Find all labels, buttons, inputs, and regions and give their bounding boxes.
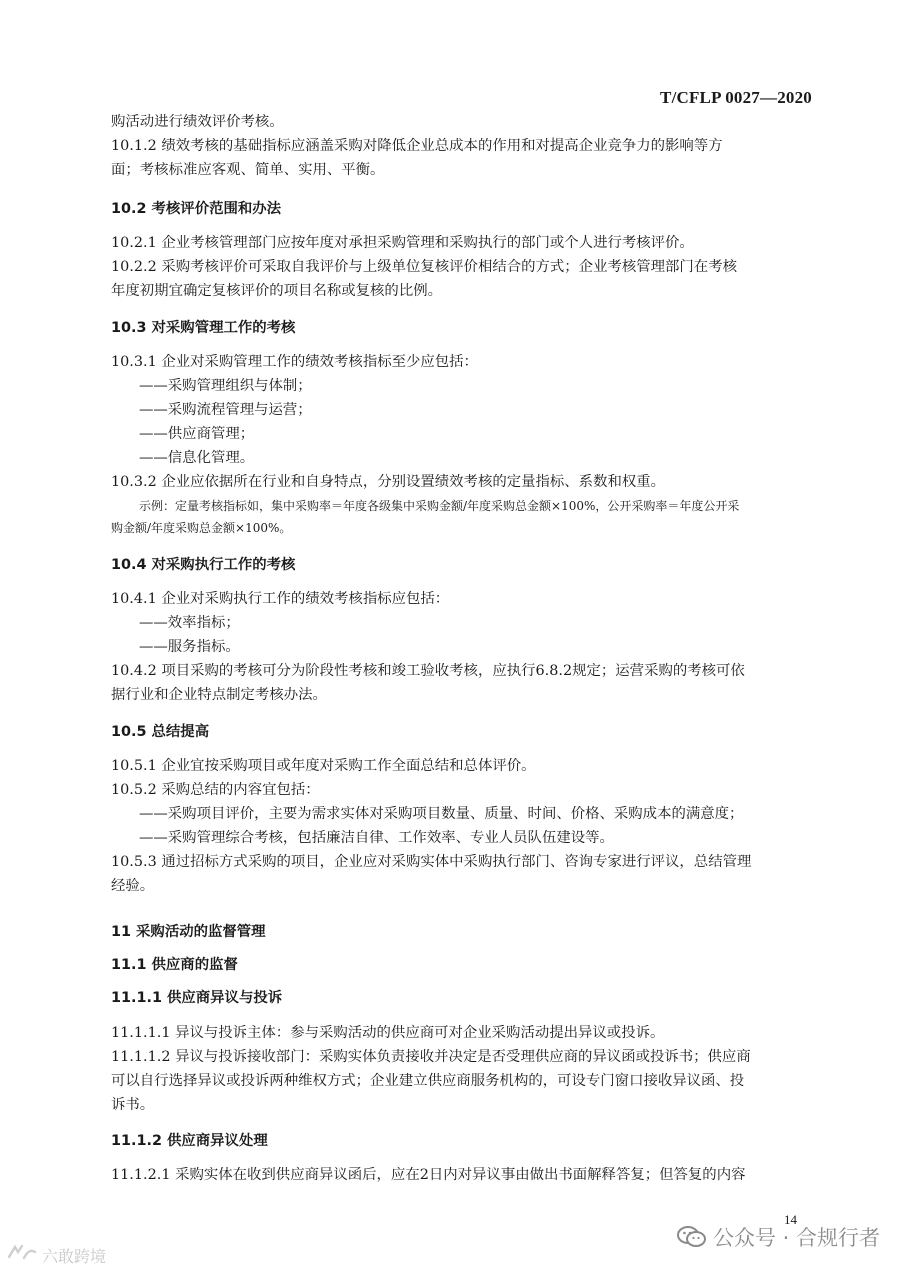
clause-10-4-2: 10.4.2 项目采购的考核可分为阶段性考核和竣工验收考核，应执行6.8.2规定；运营采购的考核可依 — [111, 663, 745, 679]
clause-10-3-2: 10.3.2 企业应依据所在行业和自身特点，分别设置绩效考核的定量指标、系数和权重。 — [111, 474, 666, 490]
heading-11-1-2: 11.1.2 供应商异议处理 — [111, 1133, 268, 1149]
example-note-cont: 购金额/年度采购总金额×100%。 — [111, 521, 292, 535]
standard-code: T/CFLP 0027—2020 — [660, 88, 812, 107]
body-line: 购活动进行绩效评价考核。 — [111, 114, 284, 130]
page-number: 14 — [784, 1212, 797, 1227]
clause-11-1-2-1: 11.1.2.1 采购实体在收到供应商异议函后，应在2日内对异议事由做出书面解释答复；但答复的内容 — [111, 1167, 746, 1183]
clause-10-2-2: 10.2.2 采购考核评价可采取自我评价与上级单位复核评价相结合的方式；企业考核管理部门在考核 — [111, 259, 737, 275]
list-item: ——效率指标； — [139, 615, 240, 631]
heading-11-1: 11.1 供应商的监督 — [111, 957, 238, 973]
example-note: 示例：定量考核指标如，集中采购率＝年度各级集中采购金额/年度采购总金额×100%，公开采购率＝年度公开采 — [139, 499, 740, 513]
body-line: 面；考核标准应客观、简单、实用、平衡。 — [111, 162, 385, 178]
watermark-brand-text: 六敢跨境 — [42, 1246, 107, 1266]
watermark-brand — [6, 1243, 106, 1267]
watermark-account — [677, 1222, 880, 1252]
clause-10-2-1: 10.2.1 企业考核管理部门应按年度对承担采购管理和采购执行的部门或个人进行考核评价。 — [111, 235, 694, 251]
heading-10-4: 10.4 对采购执行工作的考核 — [111, 557, 296, 573]
heading-11: 11 采购活动的监督管理 — [111, 924, 266, 940]
clause-10-5-2: 10.5.2 采购总结的内容宜包括： — [111, 782, 320, 798]
clause-10-5-3: 10.5.3 通过招标方式采购的项目，企业应对采购实体中采购执行部门、咨询专家进行评议，总结管理 — [111, 854, 752, 870]
list-item: ——采购管理综合考核，包括廉洁自律、工作效率、专业人员队伍建设等。 — [139, 830, 614, 846]
heading-10-2: 10.2 考核评价范围和办法 — [111, 201, 282, 217]
clause-10-1-2: 10.1.2 绩效考核的基础指标应涵盖采购对降低企业总成本的作用和对提高企业竞争力的影响等方 — [111, 138, 723, 154]
body-line: 可以自行选择异议或投诉两种维权方式；企业建立供应商服务机构的，可设专门窗口接收异议函、投 — [111, 1073, 745, 1089]
list-item: ——信息化管理。 — [139, 450, 255, 466]
heading-10-3: 10.3 对采购管理工作的考核 — [111, 320, 296, 336]
watermark-account-text: 公众号 · 合规行者 — [712, 1226, 880, 1250]
clause-11-1-1-1: 11.1.1.1 异议与投诉主体：参与采购活动的供应商可对企业采购活动提出异议或投诉。 — [111, 1025, 665, 1041]
clause-10-4-1: 10.4.1 企业对采购执行工作的绩效考核指标应包括： — [111, 591, 450, 607]
logo-mark-icon — [6, 1243, 38, 1267]
wechat-icon — [677, 1225, 707, 1249]
list-item: ——采购项目评价，主要为需求实体对采购项目数量、质量、时间、价格、采购成本的满意度； — [139, 806, 744, 822]
body-line: 经验。 — [111, 878, 155, 894]
body-line: 据行业和企业特点制定考核办法。 — [111, 687, 327, 703]
list-item: ——采购流程管理与运营； — [139, 402, 312, 418]
body-line: 年度初期宜确定复核评价的项目名称或复核的比例。 — [111, 283, 442, 299]
heading-11-1-1: 11.1.1 供应商异议与投诉 — [111, 990, 283, 1006]
list-item: ——服务指标。 — [139, 639, 240, 655]
body-line: 诉书。 — [111, 1097, 155, 1113]
list-item: ——供应商管理； — [139, 426, 255, 442]
list-item: ——采购管理组织与体制； — [139, 378, 312, 394]
clause-10-3-1: 10.3.1 企业对采购管理工作的绩效考核指标至少应包括： — [111, 354, 478, 370]
heading-10-5: 10.5 总结提高 — [111, 724, 210, 740]
clause-11-1-1-2: 11.1.1.2 异议与投诉接收部门：采购实体负责接收并决定是否受理供应商的异议函或投诉书；供应商 — [111, 1049, 751, 1065]
clause-10-5-1: 10.5.1 企业宜按采购项目或年度对采购工作全面总结和总体评价。 — [111, 758, 536, 774]
